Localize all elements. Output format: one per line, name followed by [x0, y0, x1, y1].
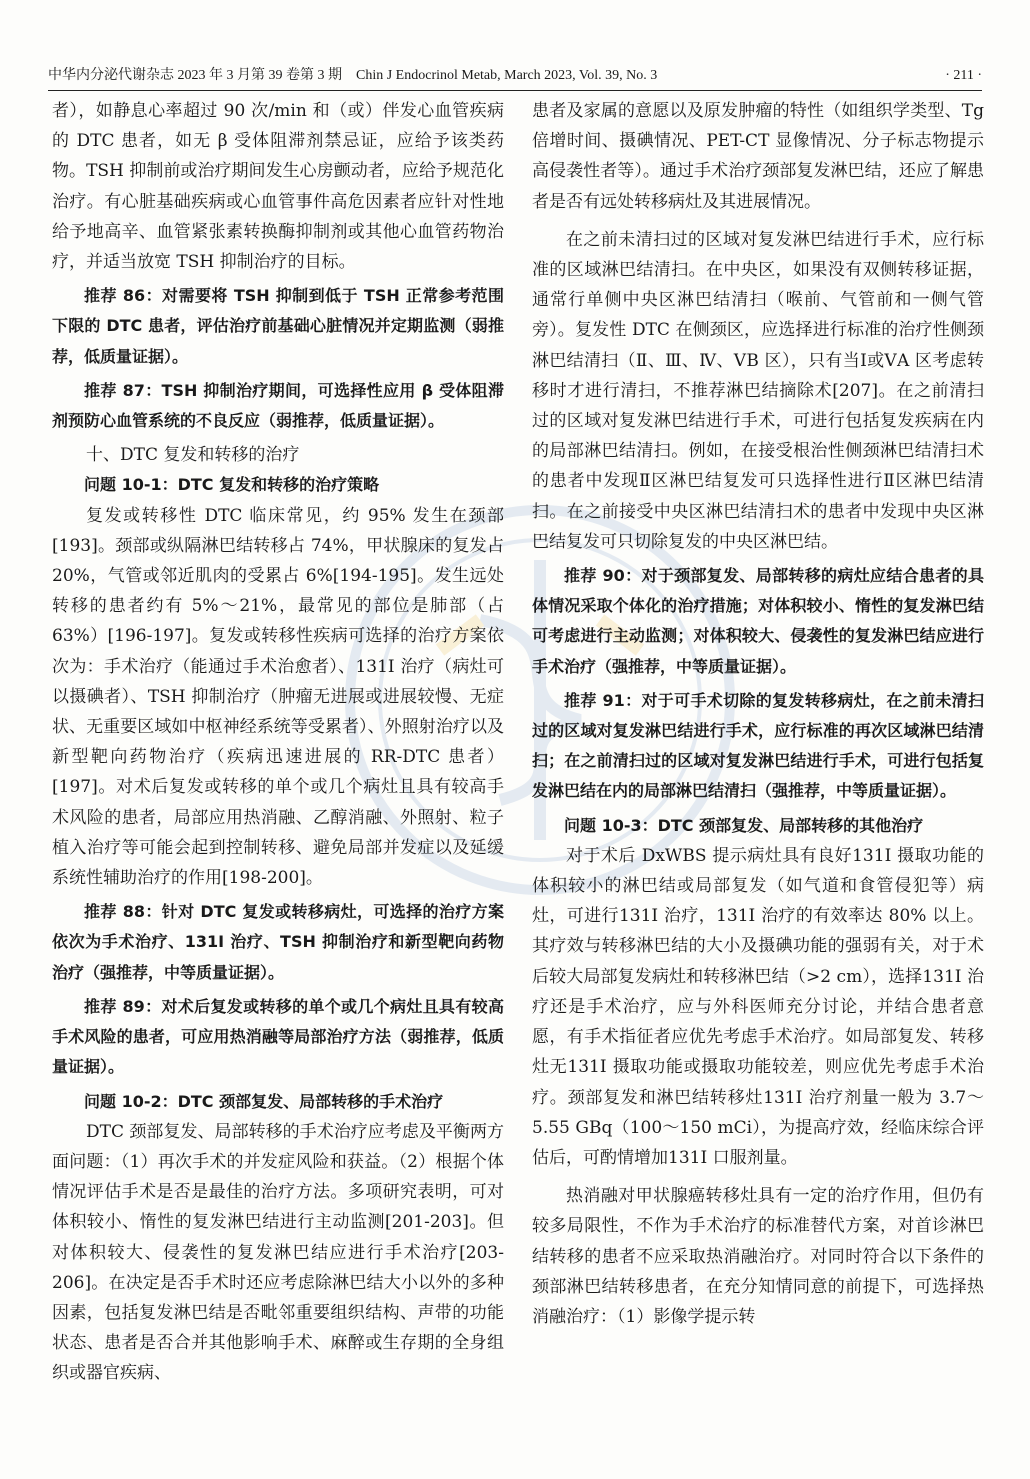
recommendation-paragraph: 推荐 90：对于颈部复发、局部转移的病灶应结合患者的具体情况采取个体化的治疗措施；对体积较小、惰性的复发淋巴结可考虑进行主动监测；对体积较大、侵袭性的复发淋巴结应进行手术治疗（强推荐，中等质量证据）。 [532, 566, 984, 676]
body-paragraph: DTC 颈部复发、局部转移的手术治疗应考虑及平衡两方面问题：（1）再次手术的并发症风险和获益。（2）根据个体情况评估手术是否是最佳的治疗方法。多项研究表明，可对体积较小、惰性的复发淋巴结进行主动监测[201-203]。但对体积较大、侵袭性的复发淋巴结应进行手术治疗[203-206]。在决定是否手术时还应考虑除淋巴结大小以外的多种因素，包括复发淋巴结是否毗邻重要组织结构、声带的功能状态、患者是否合并其他影响手术、麻醉或生存期的全身组织或器官疾病、 [52, 1121, 504, 1384]
question-heading: 问题 10-3：DTC 颈部复发、局部转移的其他治疗 [564, 815, 924, 835]
body-paragraph: 热消融对甲状腺癌转移灶具有一定的治疗作用，但仍有较多局限性，不作为手术治疗的标准替代方案，对首诊淋巴结转移的患者不应采取热消融治疗。对同时符合以下条件的颈部淋巴结转移患者，在充分知情同意的前提下，可选择热消融治疗：（1）影像学提示转 [532, 1186, 984, 1327]
body-paragraph: 在之前未清扫过的区域对复发淋巴结进行手术，应行标准的区域淋巴结清扫。在中央区，如果没有双侧转移证据，通常行单侧中央区淋巴结清扫（喉前、气管前和一侧气管旁）。复发性 DTC 在侧颈区，应选择进行标准的治疗性侧颈淋巴结清扫（Ⅱ、Ⅲ、Ⅳ、ⅤB 区），只有当Ⅰ或ⅤA 区考虑转移时才进行清扫，不推荐淋巴结摘除术[207]。在之前清扫过的区域对复发淋巴结进行手术，可进行包括复发疾病在内的局部淋巴结清扫。例如，在接受根治性侧颈淋巴结清扫术的患者中发现Ⅱ区淋巴结复发可只选择性进行Ⅱ区淋巴结清扫。在之前接受中央区淋巴结清扫术的患者中发现中央区淋巴结复发可只切除复发的中央区淋巴结。 [532, 229, 984, 552]
body-paragraph: 患者及家属的意愿以及原发肿瘤的特性（如组织学类型、Tg 倍增时间、摄碘情况、PET-CT 显像情况、分子标志物提示高侵袭性者等）。通过手术治疗颈部复发淋巴结，还应了解患者是否有远处转移病灶及其进展情况。 [532, 101, 984, 212]
page-number: · 211 · [945, 68, 982, 83]
body-paragraph: 对于术后 DxWBS 提示病灶具有良好131I 摄取功能的体积较小的淋巴结或局部复发（如气道和食管侵犯等）病灶，可进行131I 治疗，131I 治疗的有效率达 80% 以上。其疗效与转移淋巴结的大小及摄碘功能的强弱有关，对于术后较大局部复发病灶和转移淋巴结（>2 cm），选择131I 治疗还是手术治疗，应与外科医师充分讨论，并结合患者意愿，有手术指征者应优先考虑手术治疗。如局部复发、转移灶无131I 摄取功能或摄取功能较差，则应优先考虑手术治疗。颈部复发和淋巴结转移灶131I 治疗剂量一般为 3.7～5.55 GBq（100～150 mCi），为提高疗效，经临床综合评估后，可酌情增加131I 口服剂量。 [532, 845, 984, 1168]
left-column [52, 96, 504, 1389]
question-heading: 问题 10-2：DTC 颈部复发、局部转移的手术治疗 [84, 1091, 444, 1111]
recommendation-paragraph: 推荐 91：对于可手术切除的复发转移病灶，在之前未清扫过的区域对复发淋巴结进行手术，应行标准的再次区域淋巴结清扫；在之前清扫过的区域对复发淋巴结进行手术，可进行包括复发淋巴结在内的局部淋巴结清扫（强推荐，中等质量证据）。 [532, 690, 984, 801]
right-column [532, 96, 984, 1332]
recommendation-paragraph: 推荐 86：对需要将 TSH 抑制到低于 TSH 正常参考范围下限的 DTC 患者，评估治疗前基础心脏情况并定期监测（弱推荐，低质量证据）。 [52, 286, 504, 366]
recommendation-paragraph: 推荐 89：对术后复发或转移的单个或几个病灶且具有较高手术风险的患者，可应用热消融等局部治疗方法（弱推荐，低质量证据）。 [52, 996, 504, 1077]
running-header [48, 62, 982, 91]
recommendation-paragraph: 推荐 88：针对 DTC 复发或转移病灶，可选择的治疗方案依次为手术治疗、131I 治疗、TSH 抑制治疗和新型靶向药物治疗（强推荐，中等质量证据）。 [52, 902, 504, 982]
recommendation-paragraph: 推荐 87：TSH 抑制治疗期间，可选择性应用 β 受体阻滞剂预防心血管系统的不良反应（弱推荐，低质量证据）。 [52, 380, 504, 431]
question-heading: 问题 10-1：DTC 复发和转移的治疗策略 [84, 475, 380, 495]
body-paragraph: 十、DTC 复发和转移的治疗 [86, 445, 300, 466]
body-paragraph: 复发或转移性 DTC 临床常见，约 95% 发生在颈部[193]。颈部或纵隔淋巴结转移占 74%，甲状腺床的复发占 20%，气管或邻近肌肉的受累占 6%[194-195]。发生远处转移的患者约有 5%～21%，最常见的部位是肺部（占 63%）[196-197]。复发或转移性疾病可选择的治疗方案依次为：手术治疗（能通过手术治愈者）、131I 治疗（病灶可以摄碘者）、TSH 抑制治疗（肿瘤无进展或进展较慢、无症状、无重要区域如中枢神经系统等受累者）、外照射治疗以及新型靶向药物治疗（疾病迅速进展的 RR-DTC 患者）[197]。对术后复发或转移的单个或几个病灶且具有较高手术风险的患者，局部应用热消融、乙醇消融、外照射、粒子植入治疗等可能会起到控制转移、避免局部并发症以及延缓系统性辅助治疗的作用[198-200]。 [52, 505, 504, 889]
journal-citation: 中华内分泌代谢杂志 2023 年 3 月第 39 卷第 3 期 Chin J Endocrinol Metab, March 2023, Vol. 39, No. 3 [48, 68, 658, 83]
body-paragraph: 者），如静息心率超过 90 次/min 和（或）伴发心血管疾病的 DTC 患者，如无 β 受体阻滞剂禁忌证，应给予该类药物。TSH 抑制前或治疗期间发生心房颤动者，应给予规范化治疗。有心脏基础疾病或心血管事件高危因素者应针对性地给予地高辛、血管紧张素转换酶抑制剂或其他心血管药物治疗，并适当放宽 TSH 抑制治疗的目标。 [52, 101, 504, 273]
